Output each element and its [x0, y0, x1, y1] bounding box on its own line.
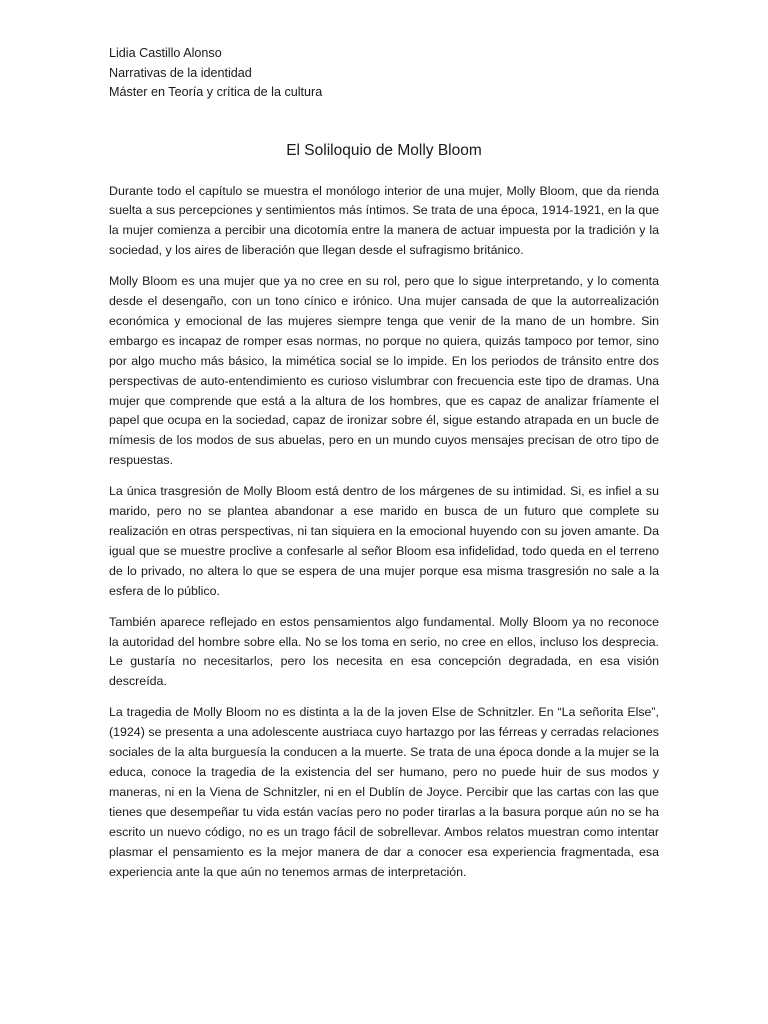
paragraph-3: La única trasgresión de Molly Bloom está dentro de los márgenes de su intimidad. Si, es infiel a su marido, pero no se plantea abandonar a ese marido en busca de un futuro que complete su realización en otras perspectivas, ni tan siquiera en la emocional huyendo con su joven amante. Da igual que se muestre proclive a confesarle al señor Bloom esa infidelidad, todo queda en el terreno de lo privado, no altera lo que se espera de una mujer porque esa misma trasgresión no sale a la esfera de lo público.: [109, 484, 659, 598]
document-page: [109, 44, 659, 994]
author-header: [109, 44, 659, 103]
paragraph-2: Molly Bloom es una mujer que ya no cree en su rol, pero que lo sigue interpretando, y lo comenta desde el desengaño, con un tono cínico e irónico. Una mujer cansada de que la autorrealización económica y emocional de las mujeres siempre tenga que venir de la mano de un hombre. Sin embargo es incapaz de romper esas normas, no porque no quiera, quizás tampoco por temor, sino por algo mucho más básico, la mimética social se lo impide. En los periodos de tránsito entre dos perspectivas de auto-entendimiento es curioso vislumbrar con frecuencia este tipo de dramas. Una mujer que comprende que está a la altura de los hombres, que es capaz de analizar fríamente el papel que ocupa en la sociedad, capaz de ironizar sobre él, sigue estando atrapada en un bucle de mímesis de los modos de sus abuelas, pero en un mundo cuyos mensajes precisan de otro tipo de respuestas.: [109, 274, 659, 468]
course-name: Narrativas de la identidad: [109, 65, 252, 80]
paragraph-1: Durante todo el capítulo se muestra el monólogo interior de una mujer, Molly Bloom, que da rienda suelta a sus percepciones y sentimientos más íntimos. Se trata de una época, 1914-1921, en la que la mujer comienza a percibir una dicotomía entre la manera de actuar impuesta por la tradición y la sociedad, y los aires de liberación que llegan desde el sufragismo británico.: [109, 183, 659, 258]
paragraph-4: También aparece reflejado en estos pensamientos algo fundamental. Molly Bloom ya no reconoce la autoridad del hombre sobre ella. No se los toma en serio, no cree en ellos, incluso los desprecia. Le gustaría no necesitarlos, pero los necesita en esa concepción degradada, en esa visión descreída.: [109, 614, 659, 689]
document-title: El Soliloquio de Molly Bloom: [286, 141, 482, 159]
program-name: Máster en Teoría y crítica de la cultura: [109, 85, 323, 99]
paragraph-5: La tragedia de Molly Bloom no es distinta a la de la joven Else de Schnitzler. En “La señorita Else”, (1924) se presenta a una adolescente austriaca cuyo hartazgo por las férreas y cerradas relaciones sociales de la alta burguesía la conducen a la muerte. Se trata de una época donde a la mujer se la educa, conoce la tragedia de la existencia del ser humano, pero no puede huir de sus modos y maneras, ni en la Viena de Schnitzler, ni en el Dublín de Joyce. Percibir que las cartas con las que tienes que desempeñar tu vida están vacías pero no poder tirarlas a la basura porque aún no se ha escrito un nuevo código, no es un trago fácil de sobrellevar. Ambos relatos muestran como intentar plasmar el pensamiento es la mejor manera de dar a conocer esa experiencia fragmentada, esa experiencia ante la que aún no tenemos armas de interpretación.: [109, 705, 659, 879]
author-name: Lidia Castillo Alonso: [109, 46, 222, 60]
